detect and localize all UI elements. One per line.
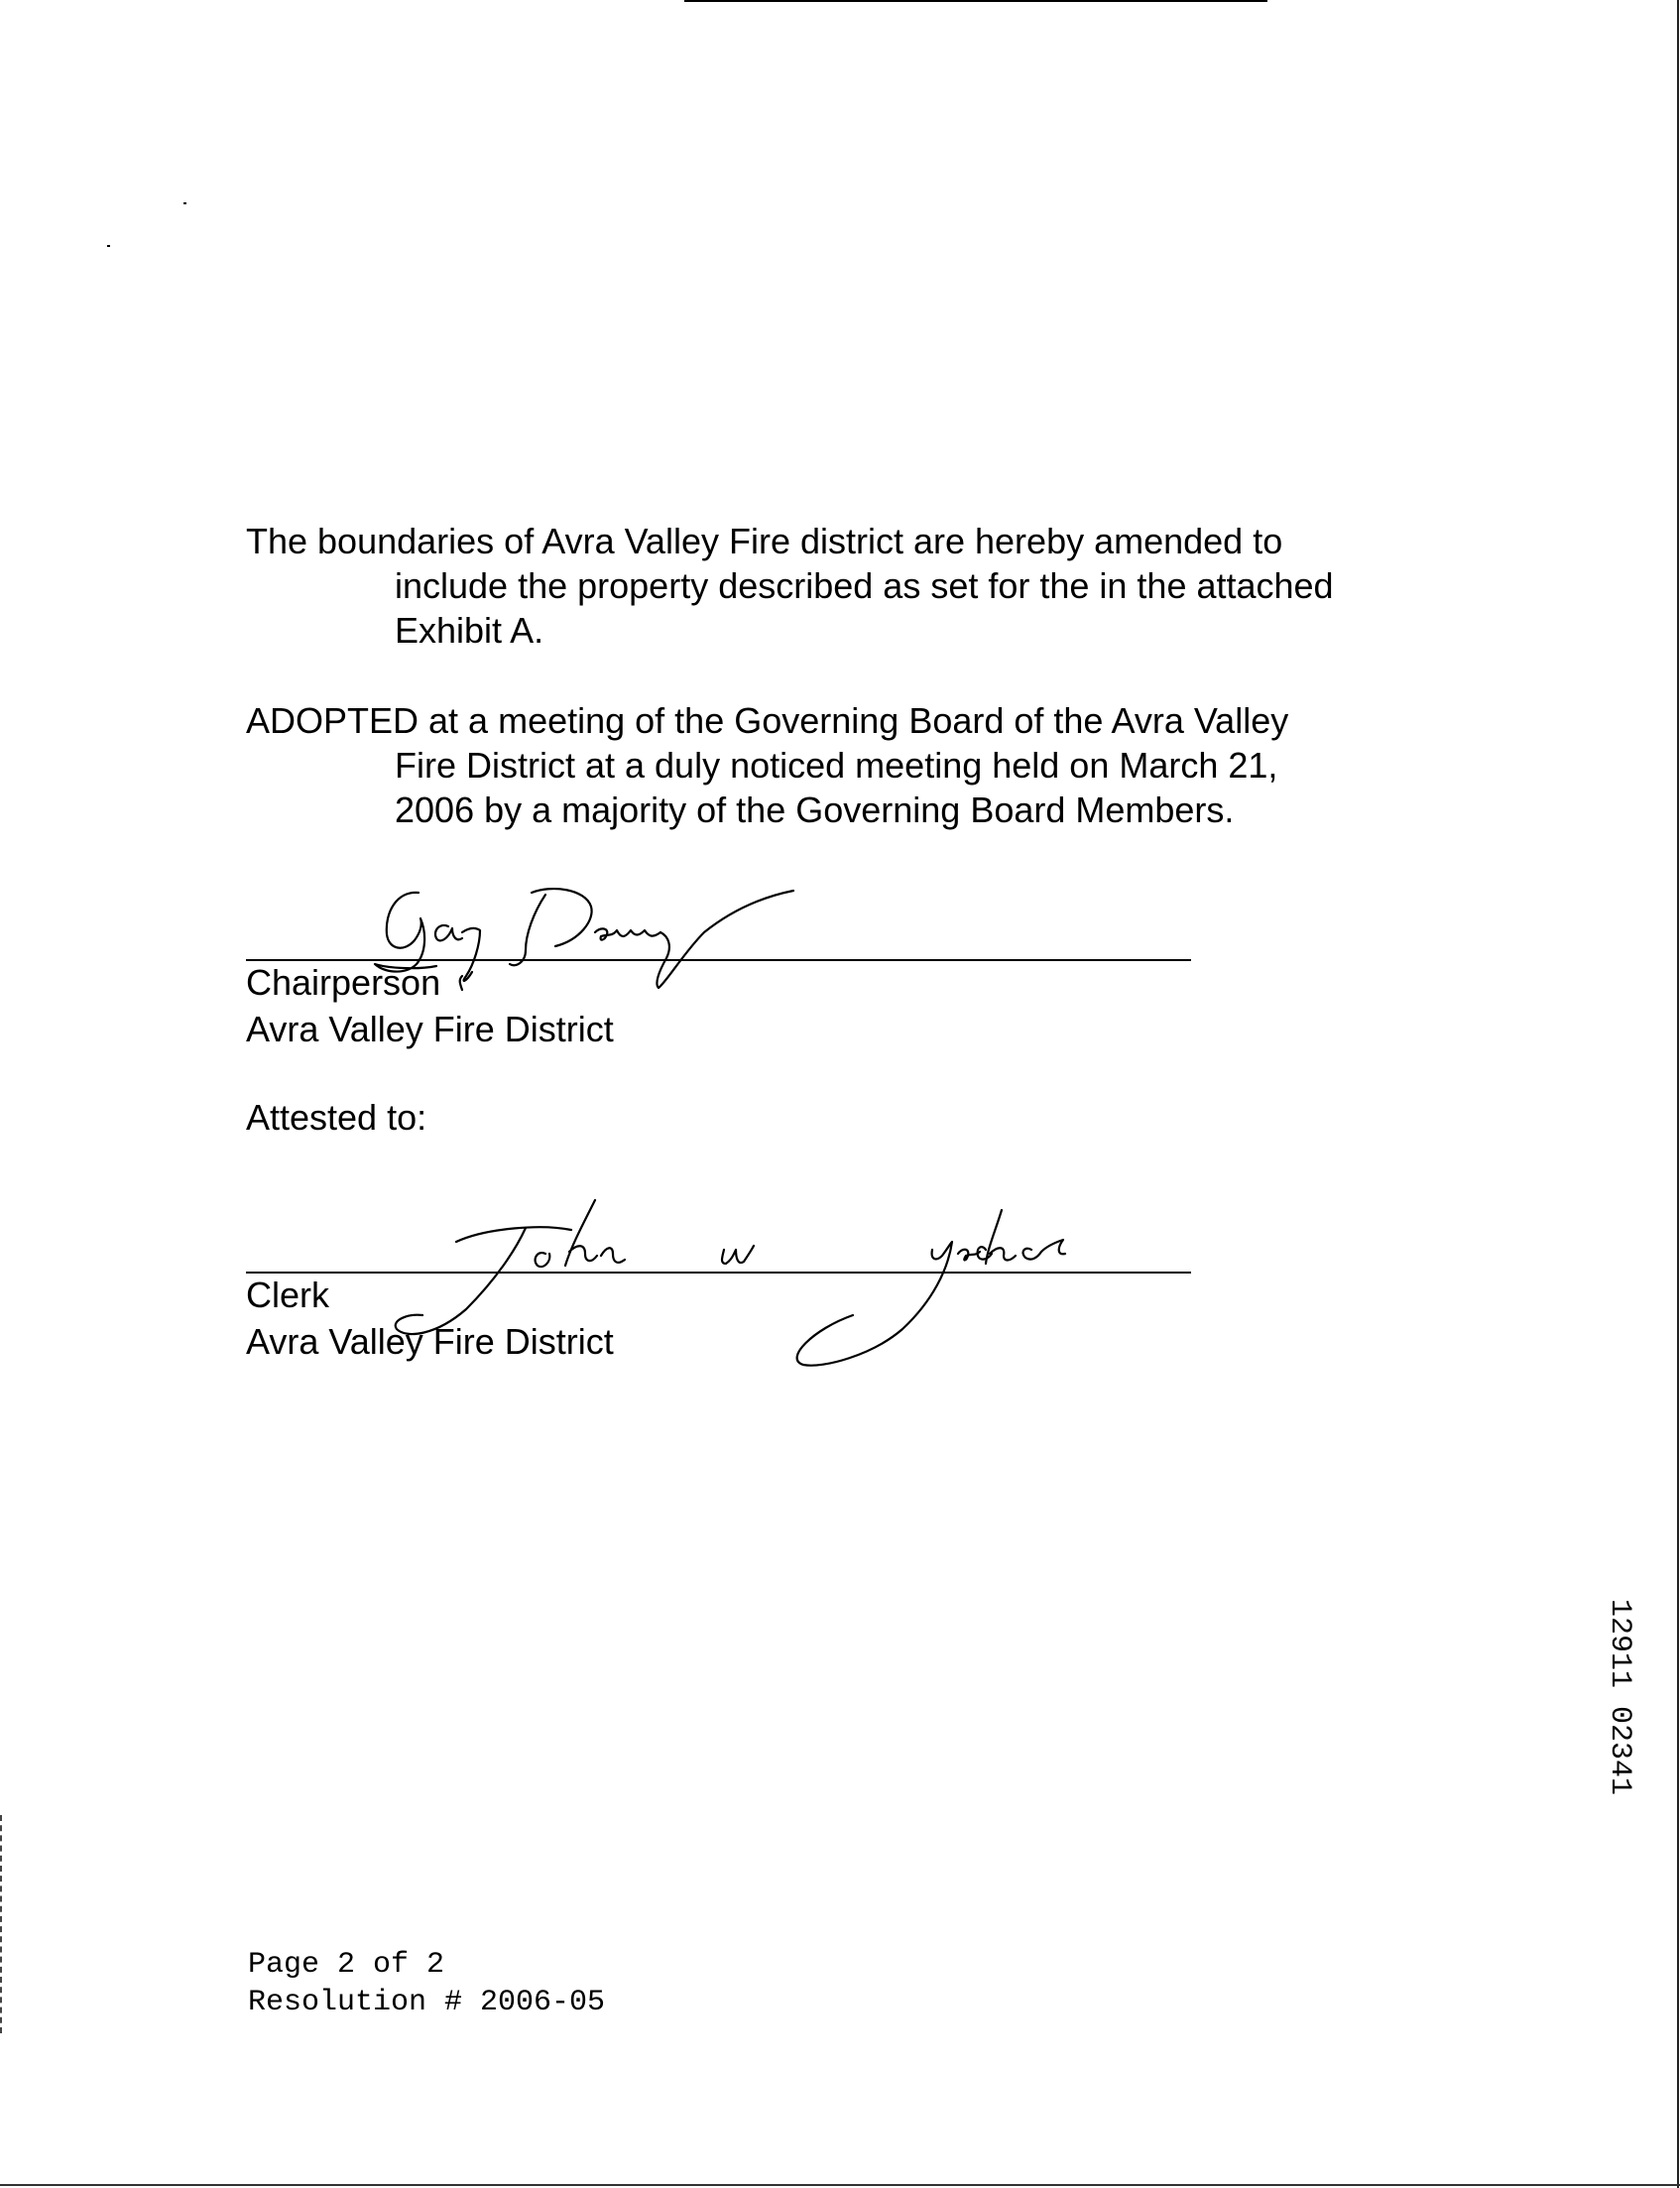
top-rule bbox=[684, 0, 1267, 2]
adopted-paragraph bbox=[246, 698, 1496, 832]
chairperson-title: Chairperson bbox=[246, 962, 441, 1003]
adopted-paragraph-line-1: ADOPTED at a meeting of the Governing Board of the Avra Valley bbox=[246, 700, 1289, 741]
page-number: Page 2 of 2 bbox=[248, 1948, 445, 1982]
adopted-paragraph-line-3: 2006 by a majority of the Governing Board Members. bbox=[395, 790, 1235, 830]
scan-speck bbox=[183, 202, 186, 204]
clerk-title: Clerk bbox=[246, 1275, 330, 1315]
recording-stamp: 12911 02341 bbox=[1603, 1599, 1636, 1796]
resolution-number: Resolution # 2006-05 bbox=[248, 1986, 606, 2019]
scan-edge-marks bbox=[0, 1815, 6, 2033]
boundary-paragraph-line-3: Exhibit A. bbox=[395, 610, 544, 651]
attested-label: Attested to: bbox=[246, 1097, 427, 1138]
chairperson-organization: Avra Valley Fire District bbox=[246, 1009, 614, 1049]
clerk-organization: Avra Valley Fire District bbox=[246, 1321, 614, 1362]
scan-edge-right bbox=[1677, 0, 1679, 2188]
scan-speck bbox=[107, 245, 110, 247]
scan-edge-bottom bbox=[0, 2184, 1680, 2186]
adopted-paragraph-line-2: Fire District at a duly noticed meeting held on March 21, bbox=[395, 745, 1278, 786]
boundary-paragraph-line-2: include the property described as set for the in the attached bbox=[395, 565, 1334, 606]
boundary-paragraph-line-1: The boundaries of Avra Valley Fire district are hereby amended to bbox=[246, 521, 1283, 561]
boundary-paragraph bbox=[246, 519, 1496, 653]
